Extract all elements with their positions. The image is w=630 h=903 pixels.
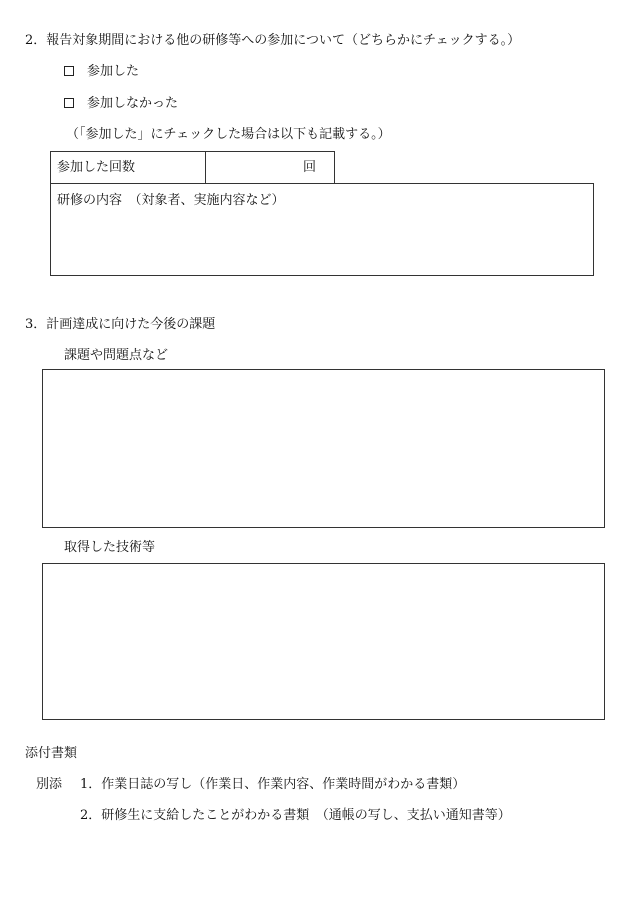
option-not-participated-label: 参加しなかった: [87, 96, 179, 111]
attachment-item-1: 1．作業日誌の写し（作業日、作業内容、作業時間がわかる書類）: [80, 777, 466, 792]
count-input[interactable]: [206, 152, 334, 183]
count-label: 参加した回数: [57, 160, 136, 175]
option-not-participated[interactable]: [64, 96, 178, 112]
section2-note: （「参加した」にチェックした場合は以下も記載する。）: [66, 127, 391, 142]
content-label: 研修の内容 （対象者、実施内容など）: [57, 193, 285, 208]
attachments-heading: 添付書類: [25, 746, 78, 761]
attachment-item-2: 2．研修生に支給したことがわかる書類 （通帳の写し、支払い通知書等）: [80, 808, 511, 823]
section3-heading: 3．計画達成に向けた今後の課題: [25, 317, 216, 332]
option-participated-label: 参加した: [87, 64, 140, 79]
skills-box[interactable]: [42, 563, 605, 720]
skills-label: 取得した技術等: [64, 540, 156, 555]
issues-box[interactable]: [42, 369, 605, 528]
not-participated-checkbox[interactable]: [64, 98, 74, 108]
participated-checkbox[interactable]: [64, 66, 74, 76]
option-participated[interactable]: [64, 64, 139, 80]
attachments-prefix: 別添: [36, 777, 63, 792]
section2-heading: 2．報告対象期間における他の研修等への参加について（どちらかにチェックする。）: [25, 33, 521, 48]
issues-label: 課題や問題点など: [64, 348, 169, 363]
training-content-box[interactable]: [50, 183, 594, 276]
participation-count-table: [50, 151, 335, 184]
count-unit: 回: [303, 160, 317, 175]
